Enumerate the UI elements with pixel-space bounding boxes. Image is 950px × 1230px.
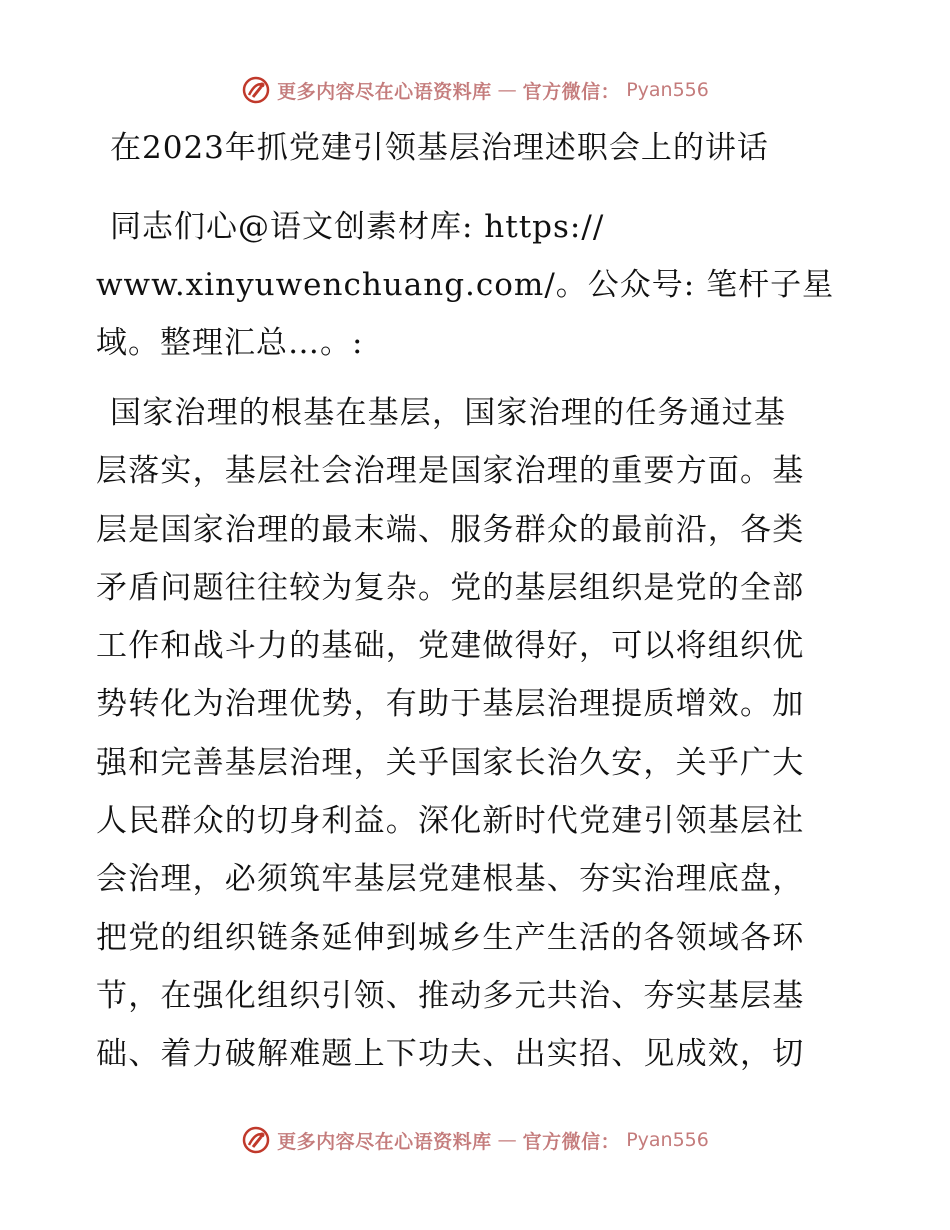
banner-wechat-id: Pyan556 (626, 1129, 709, 1151)
body-line: 础、着力破解难题上下功夫、出实招、见成效，切 (96, 1036, 805, 1073)
document-title: 在2023年抓党建引领基层治理述职会上的讲话 (110, 130, 769, 166)
body-line: 国家治理的根基在基层，国家治理的任务通过基 (110, 395, 787, 431)
banner-wechat-label: 官方微信： (522, 1130, 621, 1153)
brand-logo-icon (241, 75, 271, 105)
body-line: 人民群众的切身利益。深化新时代党建引领基层社 (96, 803, 805, 840)
intro-line: www.xinyuwenchuang.com/。公众号: 笔杆子星 (96, 267, 835, 303)
body-line: 层是国家治理的最末端、服务群众的最前沿，各类 (96, 511, 805, 548)
header-banner (0, 70, 950, 110)
banner-wechat-id: Pyan556 (626, 79, 709, 101)
intro-line: 域。整理汇总…。: (96, 325, 364, 361)
body-line: 势转化为治理优势，有助于基层治理提质增效。加 (96, 686, 805, 723)
intro-paragraph (96, 198, 856, 372)
body-line: 层落实，基层社会治理是国家治理的重要方面。基 (96, 453, 805, 490)
intro-line: 同志们心@语文创素材库: https:// (110, 209, 605, 245)
banner-separator: — (497, 79, 517, 101)
banner-separator: — (497, 1129, 517, 1151)
body-line: 节，在强化组织引领、推动多元共治、夯实基层基 (96, 977, 805, 1014)
body-line: 强和完善基层治理，关乎国家长治久安，关乎广大 (96, 744, 805, 781)
banner-brand-text: 更多内容尽在心语资料库 (277, 80, 492, 103)
body-line: 会治理，必须筑牢基层党建根基、夯实治理底盘， (96, 861, 805, 898)
body-line: 矛盾问题往往较为复杂。党的基层组织是党的全部 (96, 569, 805, 606)
brand-logo-icon (241, 1125, 271, 1155)
banner-brand-text: 更多内容尽在心语资料库 (277, 1130, 492, 1153)
body-line: 把党的组织链条延伸到城乡生产生活的各领域各环 (96, 919, 805, 956)
footer-banner (0, 1120, 950, 1160)
body-paragraph (96, 384, 856, 1084)
banner-wechat-label: 官方微信： (522, 80, 621, 103)
body-line: 工作和战斗力的基础，党建做得好，可以将组织优 (96, 628, 805, 665)
